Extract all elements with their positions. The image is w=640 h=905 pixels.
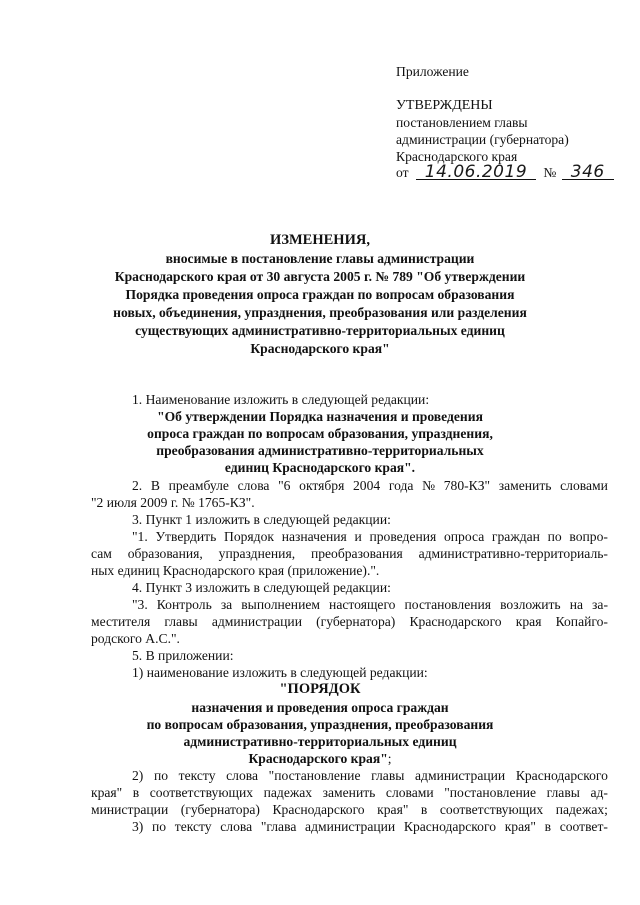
item-4-line-1 [132, 596, 608, 613]
title-line-2: Краснодарского края от 30 августа 2005 г. № 789 "Об утверждении [114, 269, 526, 284]
title-line-5: существующих административно-территориальных единиц [135, 323, 505, 338]
number-handwritten: 346 [562, 165, 614, 180]
word: местителя [91, 614, 151, 629]
item-1-quote-1: "Об утверждении Порядка назначения и проведения [157, 409, 483, 424]
item-5-2-line-1 [132, 767, 608, 784]
word: 2) [132, 768, 144, 783]
order-line-4-tail: ; [387, 751, 392, 766]
order-line-3: административно-территориальных единиц [183, 734, 457, 749]
word: главы [546, 785, 580, 800]
word: соответствующих [149, 785, 254, 800]
word: по [547, 529, 562, 544]
word: Краснодарского [272, 802, 365, 817]
order-line-2: по вопросам образования, упразднения, преобразования [146, 717, 494, 732]
word: административно-территориаль- [418, 546, 608, 561]
approved-line-3: Краснодарского края [396, 149, 518, 164]
word: Порядок [224, 529, 274, 544]
word: падежах; [555, 802, 608, 817]
word: министрации [91, 802, 169, 817]
word: Утвердить [155, 529, 217, 544]
word: № [422, 478, 436, 493]
item-2-line-2: "2 июля 2009 г. № 1765-КЗ". [91, 495, 255, 510]
word: "6 [278, 478, 291, 493]
word: "постановление [444, 785, 537, 800]
item-5-2-line-3 [91, 801, 608, 818]
word: (губернатора) [180, 802, 260, 817]
title-line-1: вносимые в постановление главы администрации [165, 251, 475, 266]
order-title: "ПОРЯДОК [279, 681, 361, 697]
word: в [420, 802, 428, 817]
word: администрации [211, 614, 302, 629]
word: слова [237, 478, 270, 493]
word: "3. [132, 597, 148, 612]
word: октября [299, 478, 345, 493]
date-prefix: от [396, 165, 409, 180]
order-line-1: назначения и проведения опроса граждан [191, 700, 449, 715]
word: края" [504, 819, 536, 834]
word: тексту [178, 768, 216, 783]
item-1-quote-2: опроса граждан по вопросам образования, упразднения, [147, 426, 493, 441]
word: соответствующих [439, 802, 544, 817]
item-1-quote-4: единиц Краснодарского края". [224, 460, 416, 475]
approved-line-1: постановлением главы [396, 115, 528, 130]
word: администрации [415, 768, 506, 783]
item-4-line-3: родского А.С.". [91, 631, 180, 646]
word: опроса [443, 529, 485, 544]
word: Краснодарского [515, 768, 608, 783]
word: на [569, 597, 583, 612]
title-line-4: новых, объединения, упразднения, преобразования или разделения [113, 305, 527, 320]
word: соответ- [559, 819, 608, 834]
word: "глава [260, 819, 297, 834]
item-5-3-line-1 [132, 818, 608, 835]
item-4-line-2 [91, 613, 608, 630]
word: и [354, 529, 362, 544]
word: 2004 [353, 478, 381, 493]
word: слова [220, 819, 253, 834]
title-line-3: Порядка проведения опроса граждан по вопросам образования [125, 287, 515, 302]
word: по [152, 819, 167, 834]
word: образования, [127, 546, 203, 561]
item-3-line-1 [132, 528, 608, 545]
word: заменить [322, 785, 376, 800]
order-line-4-bold: Краснодарского края" [248, 751, 388, 766]
word: в [132, 785, 140, 800]
word: Краснодарского [409, 614, 502, 629]
word: за- [592, 597, 608, 612]
item-3-line-2 [91, 545, 608, 562]
approved-line-2: администрации (губернатора) [396, 132, 569, 147]
word: главы [164, 614, 198, 629]
word: тексту [174, 819, 212, 834]
item-2-line-1 [132, 477, 608, 494]
approval-date-line [396, 164, 614, 181]
word: администрации [305, 819, 396, 834]
word: заменить [498, 478, 552, 493]
item-5-2-line-2 [91, 784, 608, 801]
word: Контроль [156, 597, 212, 612]
date-handwritten: 14.06.2019 [416, 165, 536, 180]
word: 780-КЗ" [443, 478, 491, 493]
word: вопро- [569, 529, 608, 544]
word: возложить [500, 597, 561, 612]
word: 2. [132, 478, 143, 493]
word: преамбуле [168, 478, 229, 493]
word: года [388, 478, 414, 493]
item-3: 3. Пункт 1 изложить в следующей редакции: [132, 512, 391, 527]
word: Копайго- [555, 614, 608, 629]
word: словами [560, 478, 608, 493]
word: постановления [404, 597, 492, 612]
word: В [150, 478, 160, 493]
word: падежах [263, 785, 313, 800]
word: 3) [132, 819, 144, 834]
word: выполнением [241, 597, 320, 612]
word: граждан [491, 529, 540, 544]
word: преобразования [310, 546, 403, 561]
word: главы [371, 768, 405, 783]
item-1: 1. Наименование изложить в следующей редакции: [132, 392, 430, 407]
item-4: 4. Пункт 3 изложить в следующей редакции: [132, 580, 391, 595]
appendix-label: Приложение [396, 64, 469, 79]
word: слова [226, 768, 259, 783]
approved-heading: УТВЕРЖДЕНЫ [396, 98, 493, 113]
word: в [544, 819, 552, 834]
word: настоящего [329, 597, 396, 612]
word: сам [91, 546, 112, 561]
word: "1. [132, 529, 148, 544]
word: по [153, 768, 169, 783]
order-line-4 [0, 750, 640, 767]
word: за [220, 597, 233, 612]
word: ад- [590, 785, 608, 800]
item-5-1: 1) наименование изложить в следующей редакции: [132, 665, 428, 680]
word: (губернатора) [316, 614, 396, 629]
item-5: 5. В приложении: [132, 648, 234, 663]
word: "постановление [268, 768, 361, 783]
word: словами [385, 785, 434, 800]
word: проведения [369, 529, 437, 544]
number-prefix: № [543, 165, 557, 180]
word: края [515, 614, 542, 629]
word: назначения [281, 529, 347, 544]
word: края" [91, 785, 123, 800]
document-title: ИЗМЕНЕНИЯ, [270, 232, 370, 248]
item-1-quote-3: преобразования административно-территориальных [156, 443, 484, 458]
item-3-line-3: ных единиц Краснодарского края (приложение).". [91, 563, 380, 578]
word: края" [377, 802, 409, 817]
word: Краснодарского [403, 819, 497, 834]
title-line-6: Краснодарского края" [250, 341, 390, 356]
word: упразднения, [218, 546, 296, 561]
